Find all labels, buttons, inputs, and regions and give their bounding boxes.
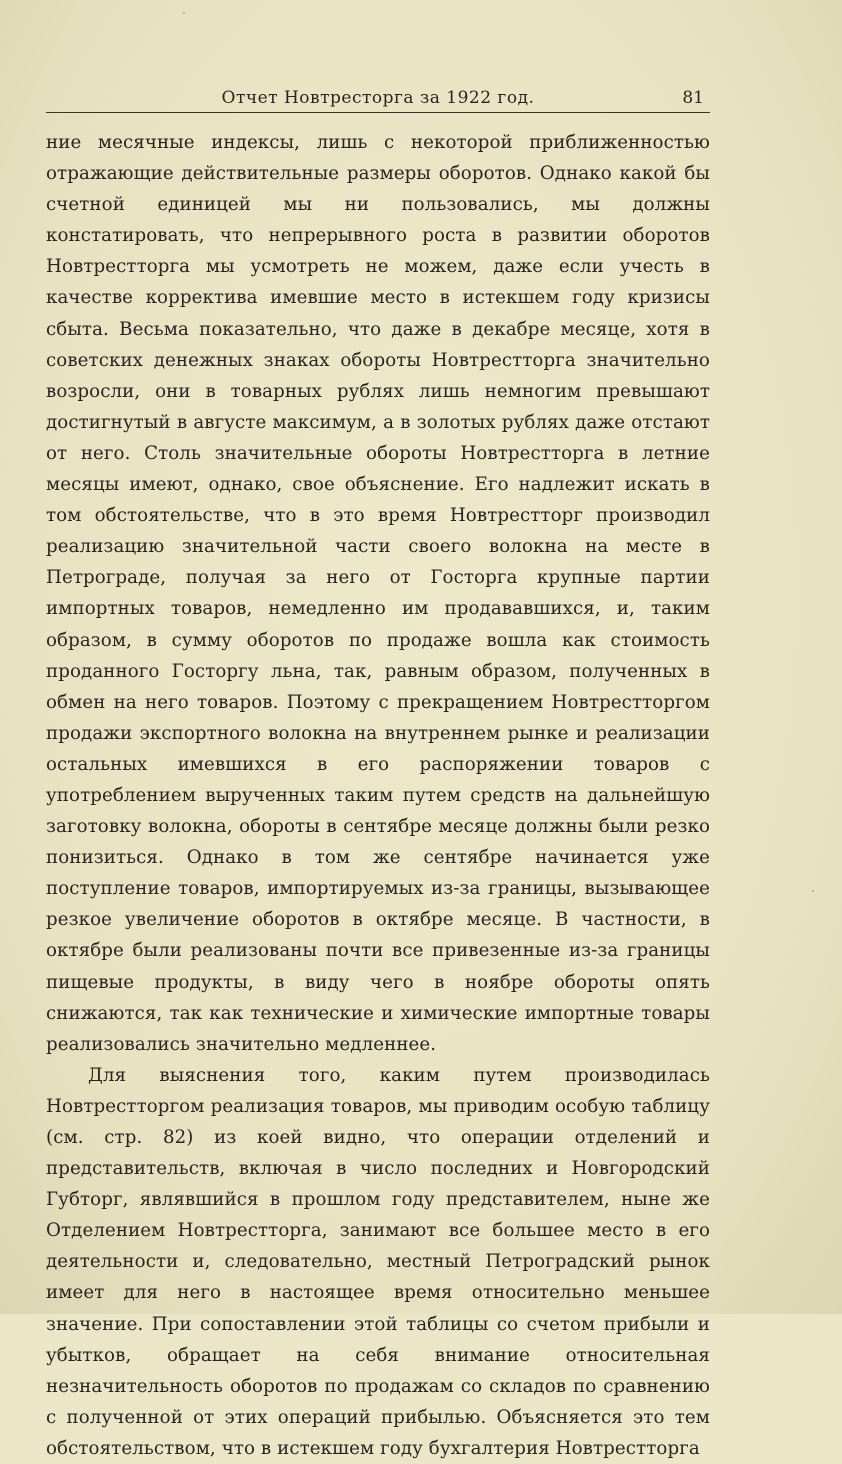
header-title: Отчет Новтресторга за 1922 год. <box>221 88 535 108</box>
paper-speck <box>812 890 814 892</box>
paper-speck <box>183 12 185 14</box>
body-text <box>46 127 710 1464</box>
paragraph: Для выяснения того, каким путем производилась Новтрестторгом реализация товаров, мы приводим особую таблицу (см. стр. 82) из коей видно, что операции отделений и представительств, включая в число последних и Новгородский Губторг, являвшийся в прошлом году представителем, ныне же Отделением Новтрестторга, занимают все большее место в его деятельности и, следовательно, местный Петроградский рынок имеет для него в настоящее время относительно меньшее значение. При сопоставлении этой таблицы со счетом прибыли и убытков, обращает на себя внимание относительная незначительность оборотов по продажам со складов по сравнению с полученной от этих операций прибылью. Объясняется это тем обстоятельством, что в истекшем году бухгалтерия Новтрестторга <box>46 1064 710 1459</box>
page-number: 81 <box>682 88 704 108</box>
paragraph: ние месячные индексы, лишь с некоторой приближенностью отражающие действительные размеры оборотов. Однако какой бы счетной единицей мы ни пользовались, мы должны констатировать, что непрерывного роста в развитии оборотов Новтрестторга мы усмотреть не можем, даже если учесть в качестве корректива имевшие место в истекшем году кризисы сбыта. Весьма показательно, что даже в декабре месяце, хотя в советских денежных знаках обороты Новтрестторга значительно возросли, они в товарных рублях лишь немногим превышают достигнутый в августе максимум, а в золотых рублях даже отстают от него. Столь значительные обороты Новтрестторга в летние месяцы имеют, однако, свое объяснение. Его надлежит искать в том обстоятельстве, что в это время Новтрестторг производил реализацию значительной части своего волокна на месте в Петрограде, получая за него от Госторга крупные партии импортных товаров, немедленно им продававшихся, и, таким образом, в сумму оборотов по продаже вошла как стоимость проданного Госторгу льна, так, равным образом, полученных в обмен на него товаров. Поэтому с прекращением Новтрестторгом продажи экспортного волокна на внутреннем рынке и реализации остальных имевшихся в его распоряжении товаров с употреблением вырученных таким путем средств на дальнейшую заготовку волокна, обороты в сентябре месяце должны были резко понизиться. Однако в том же сентябре начинается уже поступление товаров, импортируемых из-за границы, вызывающее резкое увеличение оборотов в октябре месяце. В частности, в октябре были реализованы почти все привезенные из-за границы пищевые продукты, в виду чего в ноябре обороты опять снижаются, так как технические и химические импортные товары реализовались значительно медленнее. <box>46 132 710 1055</box>
running-header <box>46 88 710 113</box>
